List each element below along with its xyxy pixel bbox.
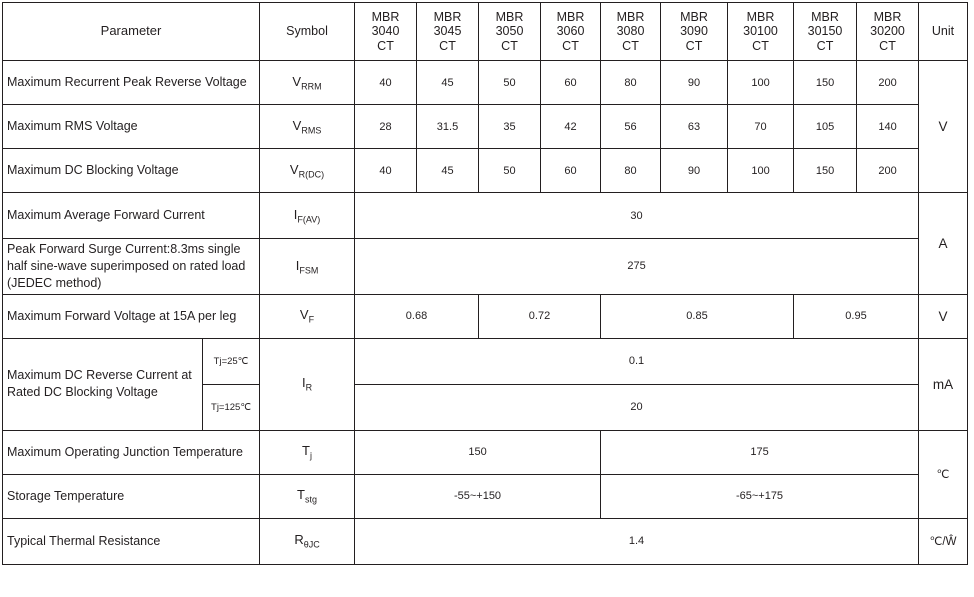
value-cell: 70: [728, 105, 794, 149]
value-cell: 40: [355, 61, 417, 105]
part-line-2: 30200: [870, 24, 905, 39]
value-cell: 105: [794, 105, 857, 149]
part-line-3: CT: [879, 38, 896, 53]
part-line-3: CT: [752, 38, 769, 53]
part-line-3: CT: [501, 38, 518, 53]
symbol-sub: F(AV): [297, 214, 321, 225]
part-line-2: 30100: [743, 24, 778, 39]
value-cell: 50: [479, 149, 541, 193]
symbol-ifsm: [260, 239, 355, 295]
symbol-sub: F: [308, 314, 315, 325]
part-line-2: 3090: [680, 24, 708, 39]
parameter-label: Maximum DC Reverse Current at Rated DC Blocking Voltage: [3, 338, 203, 430]
value-cell: -65~+175: [601, 474, 919, 518]
value-cell: 20: [355, 384, 919, 430]
unit-cell-celsius: ℃: [919, 430, 968, 518]
parameter-label: Typical Thermal Resistance: [3, 518, 260, 564]
symbol-sub: FSM: [299, 265, 319, 276]
column-header-symbol: Symbol: [260, 3, 355, 61]
value-cell: 0.85: [601, 294, 794, 338]
parameter-label: Maximum Forward Voltage at 15A per leg: [3, 294, 260, 338]
part-line-2: 3045: [433, 24, 462, 39]
symbol-vdc: [260, 149, 355, 193]
table-row-ifsm: [3, 239, 968, 295]
symbol-main: I: [293, 206, 298, 222]
value-cell: 60: [541, 61, 601, 105]
table-header-row: [3, 3, 968, 61]
symbol-main: V: [292, 73, 302, 89]
column-header-part-1: [417, 3, 479, 61]
value-cell: 40: [355, 149, 417, 193]
value-cell: 0.95: [794, 294, 919, 338]
part-line-3: CT: [685, 38, 703, 53]
symbol-sub: j: [309, 450, 312, 461]
symbol-sub: R(DC): [298, 169, 325, 180]
value-cell: 45: [417, 61, 479, 105]
table-row-vrrm: [3, 61, 968, 105]
table-row-thermal-resistance: [3, 518, 968, 564]
value-cell: 42: [541, 105, 601, 149]
value-cell: 1.4: [355, 518, 919, 564]
column-header-part-7: [794, 3, 857, 61]
table-row-vrms: [3, 105, 968, 149]
unit-cell-milliamp: mA: [919, 338, 968, 430]
part-line-3: CT: [377, 38, 394, 53]
column-header-part-5: [661, 3, 728, 61]
part-line-1: MBR: [811, 9, 839, 24]
unit-cell-voltage-vf: V: [919, 294, 968, 338]
table-row-vdc: [3, 149, 968, 193]
symbol-sub: θJC: [303, 539, 320, 550]
parameter-label: Peak Forward Surge Current:8.3ms single half sine-wave superimposed on rated load (JEDEC method): [3, 239, 260, 295]
electrical-characteristics-table: [2, 2, 968, 565]
part-line-1: MBR: [495, 9, 524, 24]
parameter-label: Maximum Recurrent Peak Reverse Voltage: [3, 61, 260, 105]
symbol-sub: stg: [304, 494, 317, 505]
value-cell: 275: [355, 239, 919, 295]
symbol-main: V: [289, 161, 299, 177]
symbol-sub: RRM: [301, 81, 322, 92]
value-cell: 35: [479, 105, 541, 149]
symbol-vrms: [260, 105, 355, 149]
parameter-label: Maximum DC Blocking Voltage: [3, 149, 260, 193]
table-row-ifav: [3, 193, 968, 239]
part-line-2: 3060: [556, 24, 585, 39]
parameter-label: Maximum RMS Voltage: [3, 105, 260, 149]
symbol-tstg: [260, 474, 355, 518]
column-header-part-0: [355, 3, 417, 61]
parameter-label: Maximum Average Forward Current: [3, 193, 260, 239]
part-line-1: MBR: [873, 9, 902, 24]
part-line-1: MBR: [433, 9, 462, 24]
column-header-parameter: Parameter: [3, 3, 260, 61]
symbol-vf: [260, 294, 355, 338]
symbol-main: T: [302, 443, 310, 459]
value-cell: 200: [857, 61, 919, 105]
symbol-main: I: [295, 257, 300, 273]
part-line-1: MBR: [616, 9, 645, 24]
part-line-1: MBR: [746, 9, 775, 24]
symbol-sub: RMS: [301, 125, 322, 136]
part-line-3: CT: [439, 38, 456, 53]
value-cell: 100: [728, 61, 794, 105]
part-line-3: CT: [816, 38, 834, 53]
column-header-part-8: [857, 3, 919, 61]
value-cell: 0.68: [355, 294, 479, 338]
value-cell: 150: [355, 430, 601, 474]
part-line-3: CT: [562, 38, 579, 53]
table-row-ir-25c: [3, 338, 968, 384]
unit-cell-voltage: V: [919, 61, 968, 193]
table-row-vf: [3, 294, 968, 338]
symbol-sub: R: [305, 382, 313, 393]
symbol-main: I: [301, 375, 306, 391]
value-cell: 90: [661, 61, 728, 105]
parameter-label: Storage Temperature: [3, 474, 260, 518]
value-cell: 0.72: [479, 294, 601, 338]
part-line-2: 30150: [807, 24, 843, 39]
value-cell: -55~+150: [355, 474, 601, 518]
value-cell: 90: [661, 149, 728, 193]
condition-tj-125c: Tj=125℃: [203, 384, 260, 430]
symbol-main: R: [294, 532, 304, 548]
value-cell: 150: [794, 149, 857, 193]
symbol-main: T: [297, 487, 305, 503]
part-line-3: CT: [622, 38, 639, 53]
column-header-part-4: [601, 3, 661, 61]
symbol-ir: [260, 338, 355, 430]
part-line-1: MBR: [556, 9, 585, 24]
symbol-tj: [260, 430, 355, 474]
condition-tj-25c: Tj=25℃: [203, 338, 260, 384]
part-line-1: MBR: [371, 9, 400, 24]
value-cell: 31.5: [417, 105, 479, 149]
value-cell: 0.1: [355, 338, 919, 384]
symbol-main: V: [299, 307, 309, 323]
column-header-part-2: [479, 3, 541, 61]
value-cell: 50: [479, 61, 541, 105]
value-cell: 80: [601, 61, 661, 105]
value-cell: 80: [601, 149, 661, 193]
table-row-tj: [3, 430, 968, 474]
value-cell: 100: [728, 149, 794, 193]
symbol-main: V: [292, 117, 302, 133]
symbol-ifav: [260, 193, 355, 239]
symbol-vrrm: [260, 61, 355, 105]
part-line-2: 3050: [495, 24, 524, 39]
value-cell: 140: [857, 105, 919, 149]
value-cell: 28: [355, 105, 417, 149]
value-cell: 60: [541, 149, 601, 193]
part-line-2: 3080: [616, 24, 645, 39]
table-row-tstg: [3, 474, 968, 518]
part-line-1: MBR: [680, 9, 708, 24]
part-line-2: 3040: [371, 24, 400, 39]
value-cell: 175: [601, 430, 919, 474]
column-header-unit: Unit: [919, 3, 968, 61]
parameter-label: Maximum Operating Junction Temperature: [3, 430, 260, 474]
column-header-part-6: [728, 3, 794, 61]
value-cell: 63: [661, 105, 728, 149]
value-cell: 45: [417, 149, 479, 193]
value-cell: 150: [794, 61, 857, 105]
column-header-part-3: [541, 3, 601, 61]
value-cell: 30: [355, 193, 919, 239]
value-cell: 56: [601, 105, 661, 149]
value-cell: 200: [857, 149, 919, 193]
symbol-rthjc: [260, 518, 355, 564]
unit-cell-current: A: [919, 193, 968, 295]
unit-cell-celsius-per-watt: ℃/Ŵ: [919, 518, 968, 564]
